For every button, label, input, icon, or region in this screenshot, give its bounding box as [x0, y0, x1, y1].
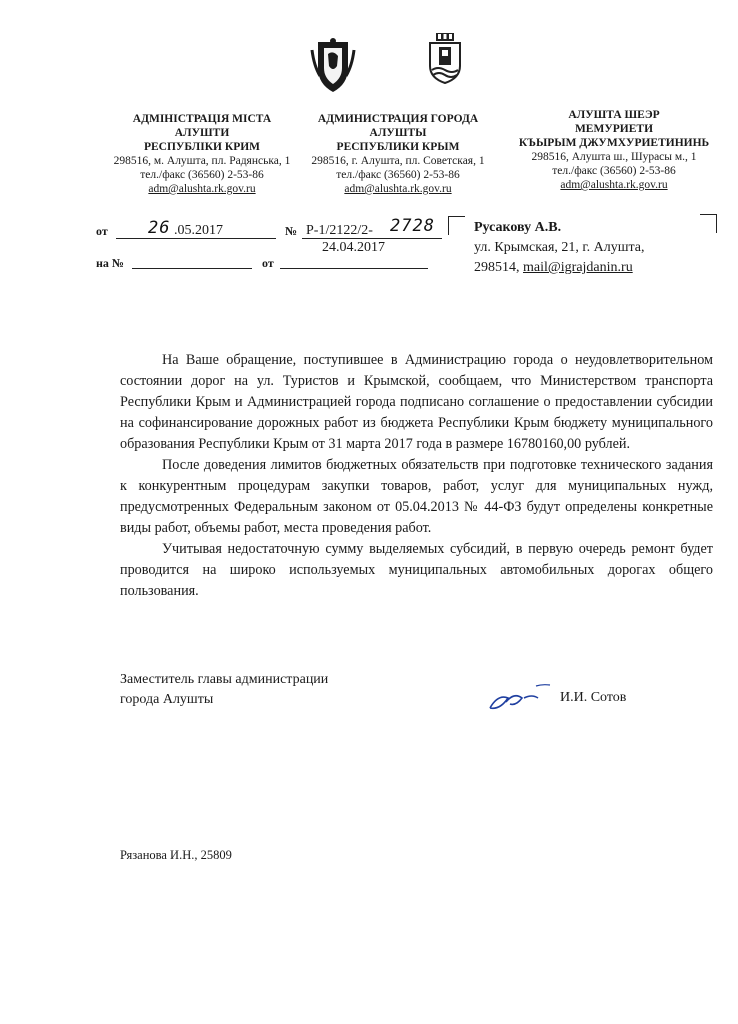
header-russian — [300, 112, 496, 196]
to-from-line — [280, 268, 428, 269]
crt-phone: тел./факс (36560) 2-53-86 — [552, 165, 676, 177]
signatory-title-line2: города Алушты — [120, 692, 214, 707]
header-crimean-tatar — [508, 108, 720, 192]
addressee-name: Русакову А.В. — [474, 220, 562, 235]
from-label: от — [96, 224, 108, 238]
crimea-coat-of-arms-icon — [310, 36, 356, 94]
paragraph-3: Учитывая недостаточную сумму выделяемых субсидий, в первую очередь ремонт будет проводится на широко используемых муниципальных автомобильных дорогах общего пользования. — [120, 541, 713, 599]
number-handwritten: 2728 — [390, 216, 435, 236]
header-ukrainian — [92, 112, 312, 196]
crt-line1: АЛУШТА ШЕЭР — [568, 109, 660, 121]
rus-phone: тел./факс (36560) 2-53-86 — [336, 169, 460, 181]
crt-email[interactable]: adm@alushta.rk.gov.ru — [560, 179, 668, 191]
ukr-email[interactable]: adm@alushta.rk.gov.ru — [148, 183, 256, 195]
ukr-line2: АЛУШТИ — [174, 127, 230, 139]
rus-email[interactable]: adm@alushta.rk.gov.ru — [344, 183, 452, 195]
paragraph-1: На Ваше обращение, поступившее в Администрацию города о неудовлетворительном состоянии дорог на ул. Туристов и Крымской, сообщаем, что Министерством транспорта Республики Крым и Администрацией города подписано соглашение о предоставлении субсидии на софинансирование дорожных работ из бюджета Республики Крым бюджету муниципального образования Республики Крым от 31 марта 2017 года в размере 16780160,00 рублей. — [120, 352, 713, 452]
addressee-postcode: 298514, — [474, 260, 523, 275]
number-printed: Р-1/2122/2- — [306, 223, 373, 238]
paragraph-2: После доведения лимитов бюджетных обязательств при подготовке технического задания к конкурентным процедурам закупки товаров, работ, услуг для муниципальных нужд, предусмотренных Федеральным законом от 05.04.2013 № 44-ФЗ будут определены конкретные виды работ, объемы работ, места проведения работ. — [120, 457, 713, 536]
crt-line3: КЪЫРЫМ ДЖУМХУРИЕТИНИНЬ — [518, 137, 710, 149]
signatory-title-line1: Заместитель главы администрации — [120, 672, 329, 687]
number-date: 24.04.2017 — [322, 240, 385, 255]
date-handwritten: 26 — [148, 218, 171, 238]
rus-line1: АДМИНИСТРАЦИЯ ГОРОДА — [317, 113, 479, 125]
handwritten-signature-icon — [484, 680, 554, 716]
rus-line2: АЛУШТЫ — [369, 127, 427, 139]
ukr-line3: РЕСПУБЛІКИ КРИМ — [143, 141, 261, 153]
letter-body — [120, 350, 713, 602]
alushta-coat-of-arms-icon — [428, 32, 462, 84]
to-number-label: на № — [96, 256, 124, 270]
addressee-street: ул. Крымская, 21, г. Алушта, — [474, 240, 645, 255]
executor: Рязанова И.Н., 25809 — [120, 848, 232, 862]
rus-address: 298516, г. Алушта, пл. Советская, 1 — [311, 155, 485, 167]
ukr-line1: АДМІНІСТРАЦІЯ МІСТА — [132, 113, 272, 125]
to-number-line — [132, 268, 252, 269]
bracket-left-mark — [448, 216, 465, 235]
crt-address: 298516, Алушта ш., Шурасы м., 1 — [531, 151, 697, 163]
number-label: № — [285, 224, 298, 238]
rus-line3: РЕСПУБЛИКИ КРЫМ — [336, 141, 460, 153]
addressee-postal — [474, 258, 644, 278]
ukr-phone: тел./факс (36560) 2-53-86 — [140, 169, 264, 181]
to-from-label: от — [262, 256, 274, 270]
crt-line2: МЕМУРИЕТИ — [574, 123, 654, 135]
signatory-title — [120, 670, 328, 710]
bracket-right-mark — [700, 214, 717, 233]
signatory-name: И.И. Сотов — [560, 690, 627, 705]
addressee-email[interactable]: mail@igrajdanin.ru — [523, 260, 633, 275]
date-printed: .05.2017 — [174, 223, 223, 238]
addressee — [474, 218, 644, 278]
ukr-address: 298516, м. Алушта, пл. Радянська, 1 — [113, 155, 291, 167]
